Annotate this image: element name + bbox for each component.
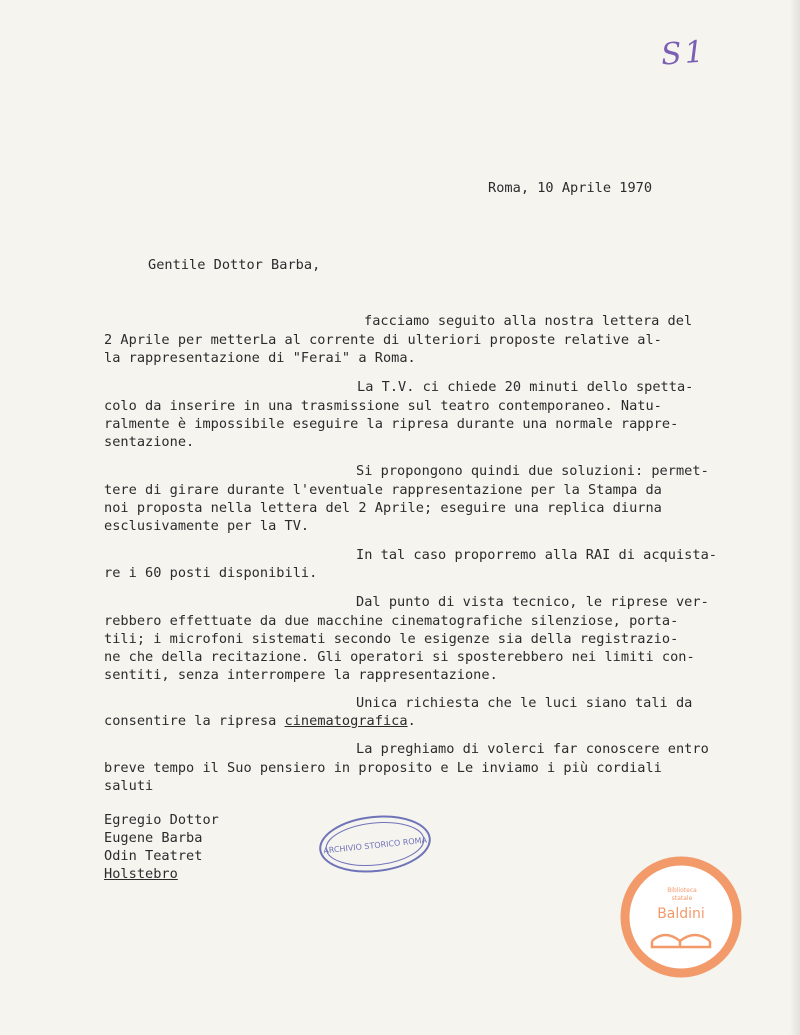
paragraph-line: 2 Aprile per metterLa al corrente di ulteriori proposte relative al- bbox=[104, 332, 662, 348]
paragraph-line: tili; i microfoni sistemati secondo le esigenze sia della registrazio- bbox=[104, 631, 679, 647]
recipient-city: Holstebro bbox=[104, 866, 178, 882]
paragraph-line: sentiti, senza interrompere la rappresentazione. bbox=[104, 667, 498, 683]
letter-date: Roma, 10 Aprile 1970 bbox=[488, 180, 653, 196]
library-logo bbox=[619, 855, 743, 979]
paragraph-line: tere di girare durante l'eventuale rappresentazione per la Stampa da bbox=[104, 482, 662, 498]
paragraph-line: Unica richiesta che le luci siano tali da bbox=[356, 695, 693, 711]
handwritten-annotation: S1 bbox=[659, 34, 708, 73]
logo-text: Baldini bbox=[657, 906, 705, 922]
underlined-word: cinematografica bbox=[284, 713, 408, 729]
logo-small-text-1: Biblioteca bbox=[667, 887, 697, 894]
paragraph-line: ne che della recitazione. Gli operatori si sposterebbero nei limiti con- bbox=[104, 649, 695, 665]
page-edge-shadow bbox=[790, 0, 800, 1035]
paragraph-line: breve tempo il Suo pensiero in proposito e Le inviamo i più cordiali bbox=[104, 760, 662, 776]
stamp-text: ARCHIVIO STORICO ROMA bbox=[322, 835, 428, 856]
paragraph-line: In tal caso proporremo alla RAI di acquista- bbox=[356, 547, 717, 563]
paragraph-line: facciamo seguito alla nostra lettera del bbox=[364, 313, 693, 329]
salutation: Gentile Dottor Barba, bbox=[148, 257, 321, 273]
paragraph-line: sentazione. bbox=[104, 434, 195, 450]
paragraph-line: rebbero effettuate da due macchine cinematografiche silenziose, porta- bbox=[104, 613, 679, 629]
paragraph-text: . bbox=[407, 713, 416, 729]
recipient-line: Odin Teatret bbox=[104, 848, 203, 864]
logo-small-text-2: statale bbox=[671, 895, 693, 902]
paragraph-line: colo da inserire in una trasmissione sul teatro contemporaneo. Natu- bbox=[104, 398, 662, 414]
paragraph-text: consentire la ripresa bbox=[104, 713, 285, 729]
archive-stamp bbox=[318, 813, 432, 875]
paragraph-line: La T.V. ci chiede 20 minuti dello spetta- bbox=[357, 379, 694, 395]
paragraph-line: Si propongono quindi due soluzioni: permet- bbox=[356, 463, 709, 479]
paragraph-line: la rappresentazione di "Ferai" a Roma. bbox=[104, 350, 416, 366]
paragraph-line: ralmente è impossibile eseguire la ripresa durante una normale rappre- bbox=[104, 416, 679, 432]
paragraph-line: noi proposta nella lettera del 2 Aprile; eseguire una replica diurna bbox=[104, 500, 662, 516]
paragraph-line bbox=[104, 711, 416, 732]
paragraph-line: Dal punto di vista tecnico, le riprese ver- bbox=[356, 594, 709, 610]
paragraph-line: esclusivamente per la TV. bbox=[104, 518, 310, 534]
recipient-line: Eugene Barba bbox=[104, 830, 203, 846]
paragraph-line: La preghiamo di volerci far conoscere entro bbox=[356, 741, 709, 757]
paragraph-line: saluti bbox=[104, 778, 154, 794]
paragraph-line: re i 60 posti disponibili. bbox=[104, 565, 318, 581]
recipient-line: Egregio Dottor bbox=[104, 812, 219, 828]
